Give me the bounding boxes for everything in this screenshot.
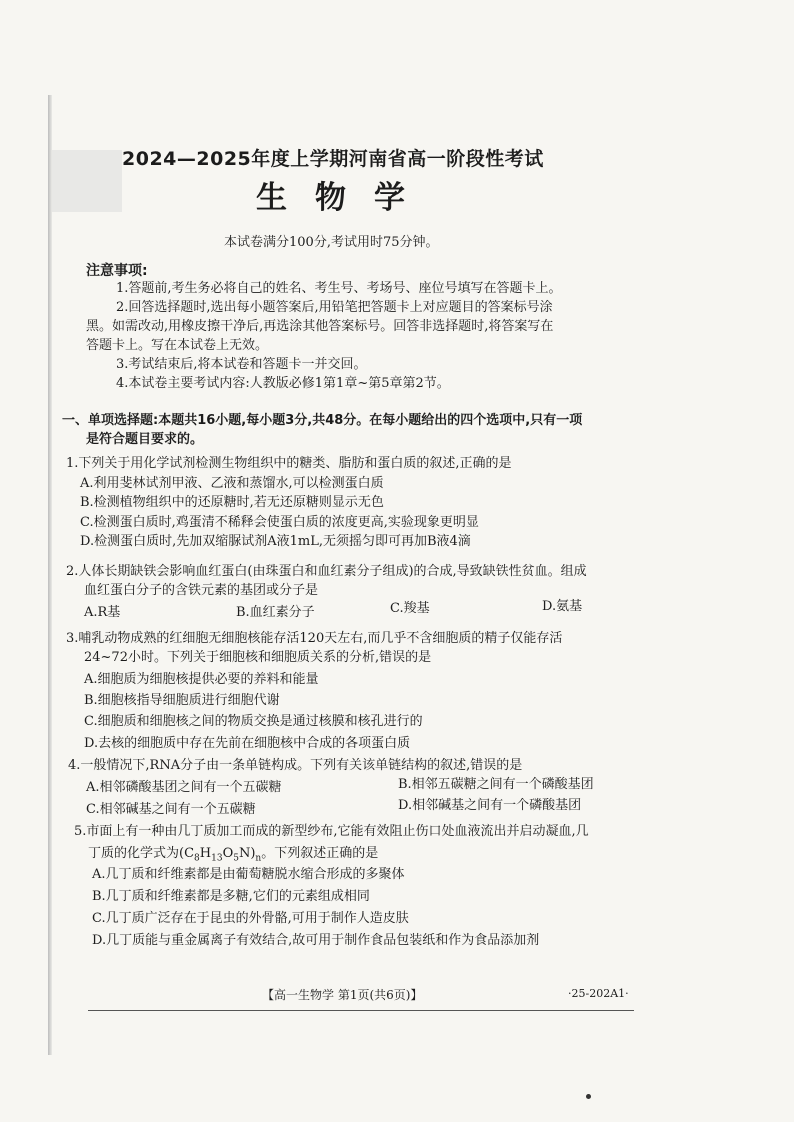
section-1-heading: 一、单项选择题:本题共16小题,每小题3分,共48分。在每小题给出的四个选项中,只有一项: [62, 413, 583, 428]
question-4-stem: 4.一般情况下,RNA分子由一条单链构成。下列有关该单链结构的叙述,错误的是: [68, 758, 523, 773]
question-1-option-c: C.检测蛋白质时,鸡蛋清不稀释会使蛋白质的浓度更高,实验现象更明显: [80, 515, 479, 530]
question-4-option-b: B.相邻五碳糖之间有一个磷酸基团: [398, 777, 594, 792]
scan-edge-shadow: [48, 95, 52, 1055]
question-2-stem-line-2: 血红蛋白分子的含铁元素的基团或分子是: [84, 583, 319, 598]
question-1-option-a: A.利用斐林试剂甲液、乙液和蒸馏水,可以检测蛋白质: [80, 476, 384, 491]
question-4-option-a: A.相邻磷酸基团之间有一个五碳糖: [86, 780, 282, 795]
question-5-stem-line-1: 5.市面上有一种由几丁质加工而成的新型纱布,它能有效阻止伤口处血液流出并启动凝血,几: [74, 824, 589, 839]
question-3-stem-line-2: 24~72小时。下列关于细胞核和细胞质关系的分析,错误的是: [84, 650, 432, 665]
question-2-stem-line-1: 2.人体长期缺铁会影响血红蛋白(由珠蛋白和血红素分子组成)的合成,导致缺铁性贫血。组成: [66, 564, 587, 579]
question-3-option-a: A.细胞质为细胞核提供必要的养料和能量: [84, 672, 319, 687]
question-2-option-b: B.血红素分子: [236, 605, 315, 620]
question-5-option-a: A.几丁质和纤维素都是由葡萄糖脱水缩合形成的多聚体: [92, 867, 405, 882]
question-3-stem-line-1: 3.哺乳动物成熟的红细胞无细胞核能存活120天左右,而几乎不含细胞质的精子仅能存活: [66, 631, 563, 646]
question-1-option-b: B.检测植物组织中的还原糖时,若无还原糖则显示无色: [80, 495, 384, 510]
question-3-option-b: B.细胞核指导细胞质进行细胞代谢: [84, 693, 280, 708]
notice-item-2-line-1: 2.回答选择题时,选出每小题答案后,用铅笔把答题卡上对应题目的答案标号涂: [116, 300, 553, 315]
question-3-option-d: D.去核的细胞质中存在先前在细胞核中合成的各项蛋白质: [84, 736, 411, 751]
question-5-option-b: B.几丁质和纤维素都是多糖,它们的元素组成相同: [92, 889, 370, 904]
question-1-stem: 1.下列关于用化学试剂检测生物组织中的糖类、脂肪和蛋白质的叙述,正确的是: [66, 456, 512, 471]
scan-smudge: [52, 150, 122, 212]
question-5-option-c: C.几丁质广泛存在于昆虫的外骨骼,可用于制作人造皮肤: [92, 911, 409, 926]
question-5-stem-line-2: 丁质的化学式为$(C_8H_{13}O_5N)_n$。下列叙述正确的是: [88, 846, 379, 864]
notice-item-2-line-2: 黑。如需改动,用橡皮擦干净后,再选涂其他答案标号。回答非选择题时,将答案写在: [86, 319, 554, 334]
notice-heading: 注意事项:: [86, 263, 148, 279]
question-2-option-c: C.羧基: [390, 601, 430, 616]
question-4-option-c: C.相邻碱基之间有一个五碳糖: [86, 802, 256, 817]
question-2-option-a: A.R基: [84, 605, 121, 620]
notice-item-3: 3.考试结束后,将本试卷和答题卡一并交回。: [116, 357, 367, 372]
notice-item-1: 1.答题前,考生务必将自己的姓名、考生号、考场号、座位号填写在答题卡上。: [116, 281, 562, 296]
exam-title: 2024—2025年度上学期河南省高一阶段性考试: [122, 148, 544, 170]
question-5-option-d: D.几丁质能与重金属离子有效结合,故可用于制作食品包装纸和作为食品添加剂: [92, 933, 540, 948]
footer-exam-code: ·25-202A1·: [568, 987, 629, 1000]
footer-divider: [88, 1010, 634, 1011]
subject-title: 生物学: [256, 180, 433, 216]
footer-page-number: 【高一生物学 第1页(共6页)】: [262, 988, 423, 1002]
question-4-option-d: D.相邻碱基之间有一个磷酸基团: [398, 798, 582, 813]
question-2-option-d: D.氨基: [542, 599, 583, 614]
notice-item-2-line-3: 答题卡上。写在本试卷上无效。: [86, 338, 269, 353]
scan-speck: [586, 1094, 591, 1099]
question-3-option-c: C.细胞质和细胞核之间的物质交换是通过核膜和核孔进行的: [84, 714, 423, 729]
question-1-option-d: D.检测蛋白质时,先加双缩脲试剂A液1mL,无须摇匀即可再加B液4滴: [80, 534, 471, 549]
notice-item-4: 4.本试卷主要考试内容:人教版必修1第1章~第5章第2节。: [116, 376, 450, 391]
exam-info: 本试卷满分100分,考试用时75分钟。: [224, 235, 439, 250]
section-1-heading-cont: 是符合题目要求的。: [86, 432, 204, 447]
